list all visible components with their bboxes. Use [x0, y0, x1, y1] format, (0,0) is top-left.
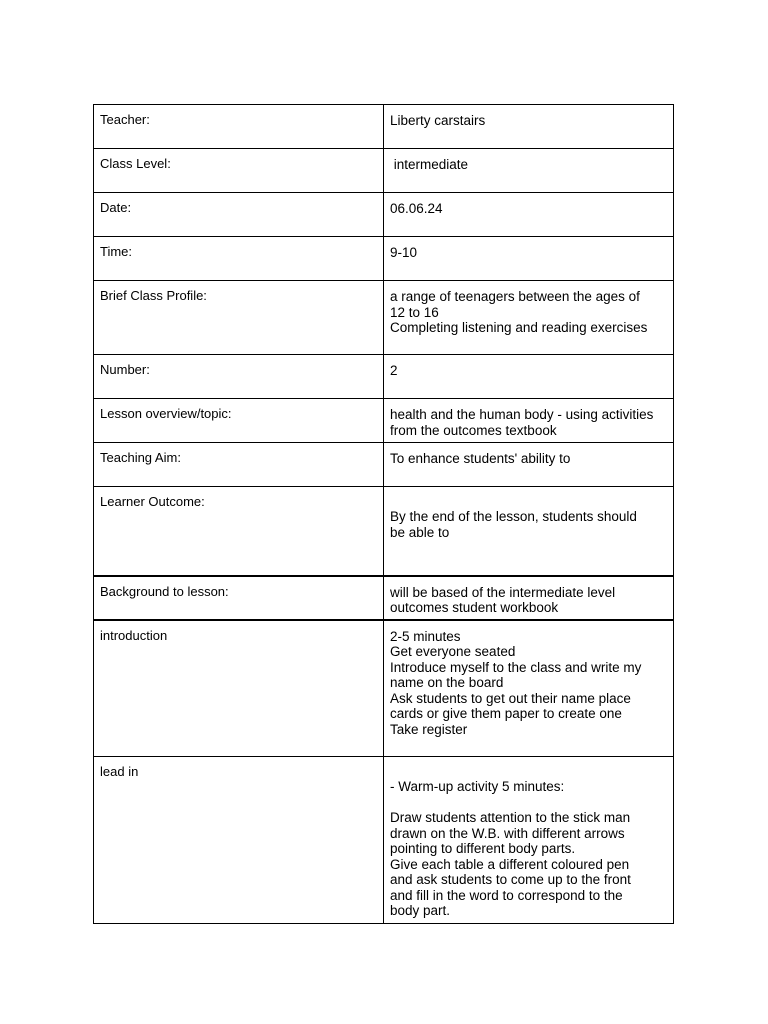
table-row	[94, 487, 674, 576]
row-value-cell	[384, 620, 674, 757]
row-label-cell	[94, 149, 384, 193]
row-value-cell	[384, 281, 674, 355]
row-label-cell	[94, 281, 384, 355]
class-level-label: Class Level:	[100, 156, 171, 171]
background-label: Background to lesson:	[100, 583, 229, 599]
row-value-cell	[384, 443, 674, 487]
row-label-cell	[94, 576, 384, 620]
lesson-plan-table	[93, 104, 674, 924]
row-label-cell	[94, 757, 384, 924]
learner-outcome-line: By the end of the lesson, students should	[390, 509, 637, 524]
introduction-line: Ask students to get out their name place	[390, 690, 631, 706]
row-value-cell	[384, 487, 674, 576]
lesson-topic-line: health and the human body - using activities	[390, 407, 654, 422]
row-label-cell	[94, 443, 384, 487]
class-level-value: intermediate	[390, 157, 469, 172]
introduction-line: cards or give them paper to create one	[390, 706, 622, 721]
lead-in-line: - Warm-up activity 5 minutes:	[390, 779, 565, 794]
blank-line	[390, 795, 667, 811]
table-row	[94, 149, 674, 193]
lead-in-line: drawn on the W.B. with different arrows	[390, 825, 625, 841]
class-profile-label: Brief Class Profile:	[100, 288, 207, 303]
lesson-topic-label: Lesson overview/topic:	[100, 406, 232, 421]
introduction-line: Take register	[390, 721, 468, 737]
date-value: 06.06.24	[390, 201, 443, 216]
row-value-cell	[384, 399, 674, 443]
row-value-cell	[384, 355, 674, 399]
teaching-aim-label: Teaching Aim:	[100, 450, 181, 465]
time-label: Time:	[100, 244, 133, 259]
row-value-cell	[384, 757, 674, 924]
row-value-cell	[384, 149, 674, 193]
lead-in-line: Give each table a different coloured pen	[390, 856, 630, 872]
teacher-label: Teacher:	[100, 112, 150, 127]
table-row	[94, 620, 674, 757]
learner-outcome-label: Learner Outcome:	[100, 494, 205, 509]
time-value: 9-10	[390, 245, 418, 260]
table-row	[94, 105, 674, 149]
row-label-cell	[94, 487, 384, 576]
table-row	[94, 193, 674, 237]
learner-outcome-line: be able to	[390, 524, 450, 540]
introduction-line: Get everyone seated	[390, 644, 516, 659]
row-value-cell	[384, 576, 674, 620]
row-label-cell	[94, 237, 384, 281]
background-line: will be based of the intermediate level	[390, 584, 616, 600]
row-label-cell	[94, 105, 384, 149]
table-row	[94, 355, 674, 399]
lead-in-line: and fill in the word to correspond to the	[390, 887, 623, 903]
teaching-aim-value: To enhance students' ability to	[390, 451, 571, 466]
lesson-topic-line: from the outcomes textbook	[390, 422, 557, 438]
table-row	[94, 757, 674, 924]
row-value-cell	[384, 193, 674, 237]
date-label: Date:	[100, 200, 132, 215]
number-label: Number:	[100, 362, 150, 377]
table-row	[94, 281, 674, 355]
row-label-cell	[94, 399, 384, 443]
table-row	[94, 399, 674, 443]
row-value-cell	[384, 237, 674, 281]
lead-in-line: and ask students to come up to the front	[390, 872, 631, 887]
table-row	[94, 237, 674, 281]
introduction-line: Introduce myself to the class and write my	[390, 659, 642, 675]
number-value: 2	[390, 363, 398, 378]
lead-in-line: Draw students attention to the stick man	[390, 810, 631, 825]
background-line: outcomes student workbook	[390, 600, 559, 615]
teacher-value: Liberty carstairs	[390, 113, 486, 128]
class-profile-line: a range of teenagers between the ages of	[390, 289, 640, 304]
lead-in-label: lead in	[100, 764, 139, 779]
row-label-cell	[94, 355, 384, 399]
row-label-cell	[94, 193, 384, 237]
introduction-line: 2-5 minutes	[390, 628, 461, 644]
row-value-cell	[384, 105, 674, 149]
table-row	[94, 576, 674, 620]
class-profile-line: 12 to 16	[390, 304, 439, 320]
introduction-label: introduction	[100, 627, 168, 643]
lead-in-line: pointing to different body parts.	[390, 841, 576, 856]
class-profile-line: Completing listening and reading exercises	[390, 320, 648, 335]
lead-in-line: body part.	[390, 903, 451, 918]
row-label-cell	[94, 620, 384, 757]
introduction-line: name on the board	[390, 675, 504, 690]
table-row	[94, 443, 674, 487]
